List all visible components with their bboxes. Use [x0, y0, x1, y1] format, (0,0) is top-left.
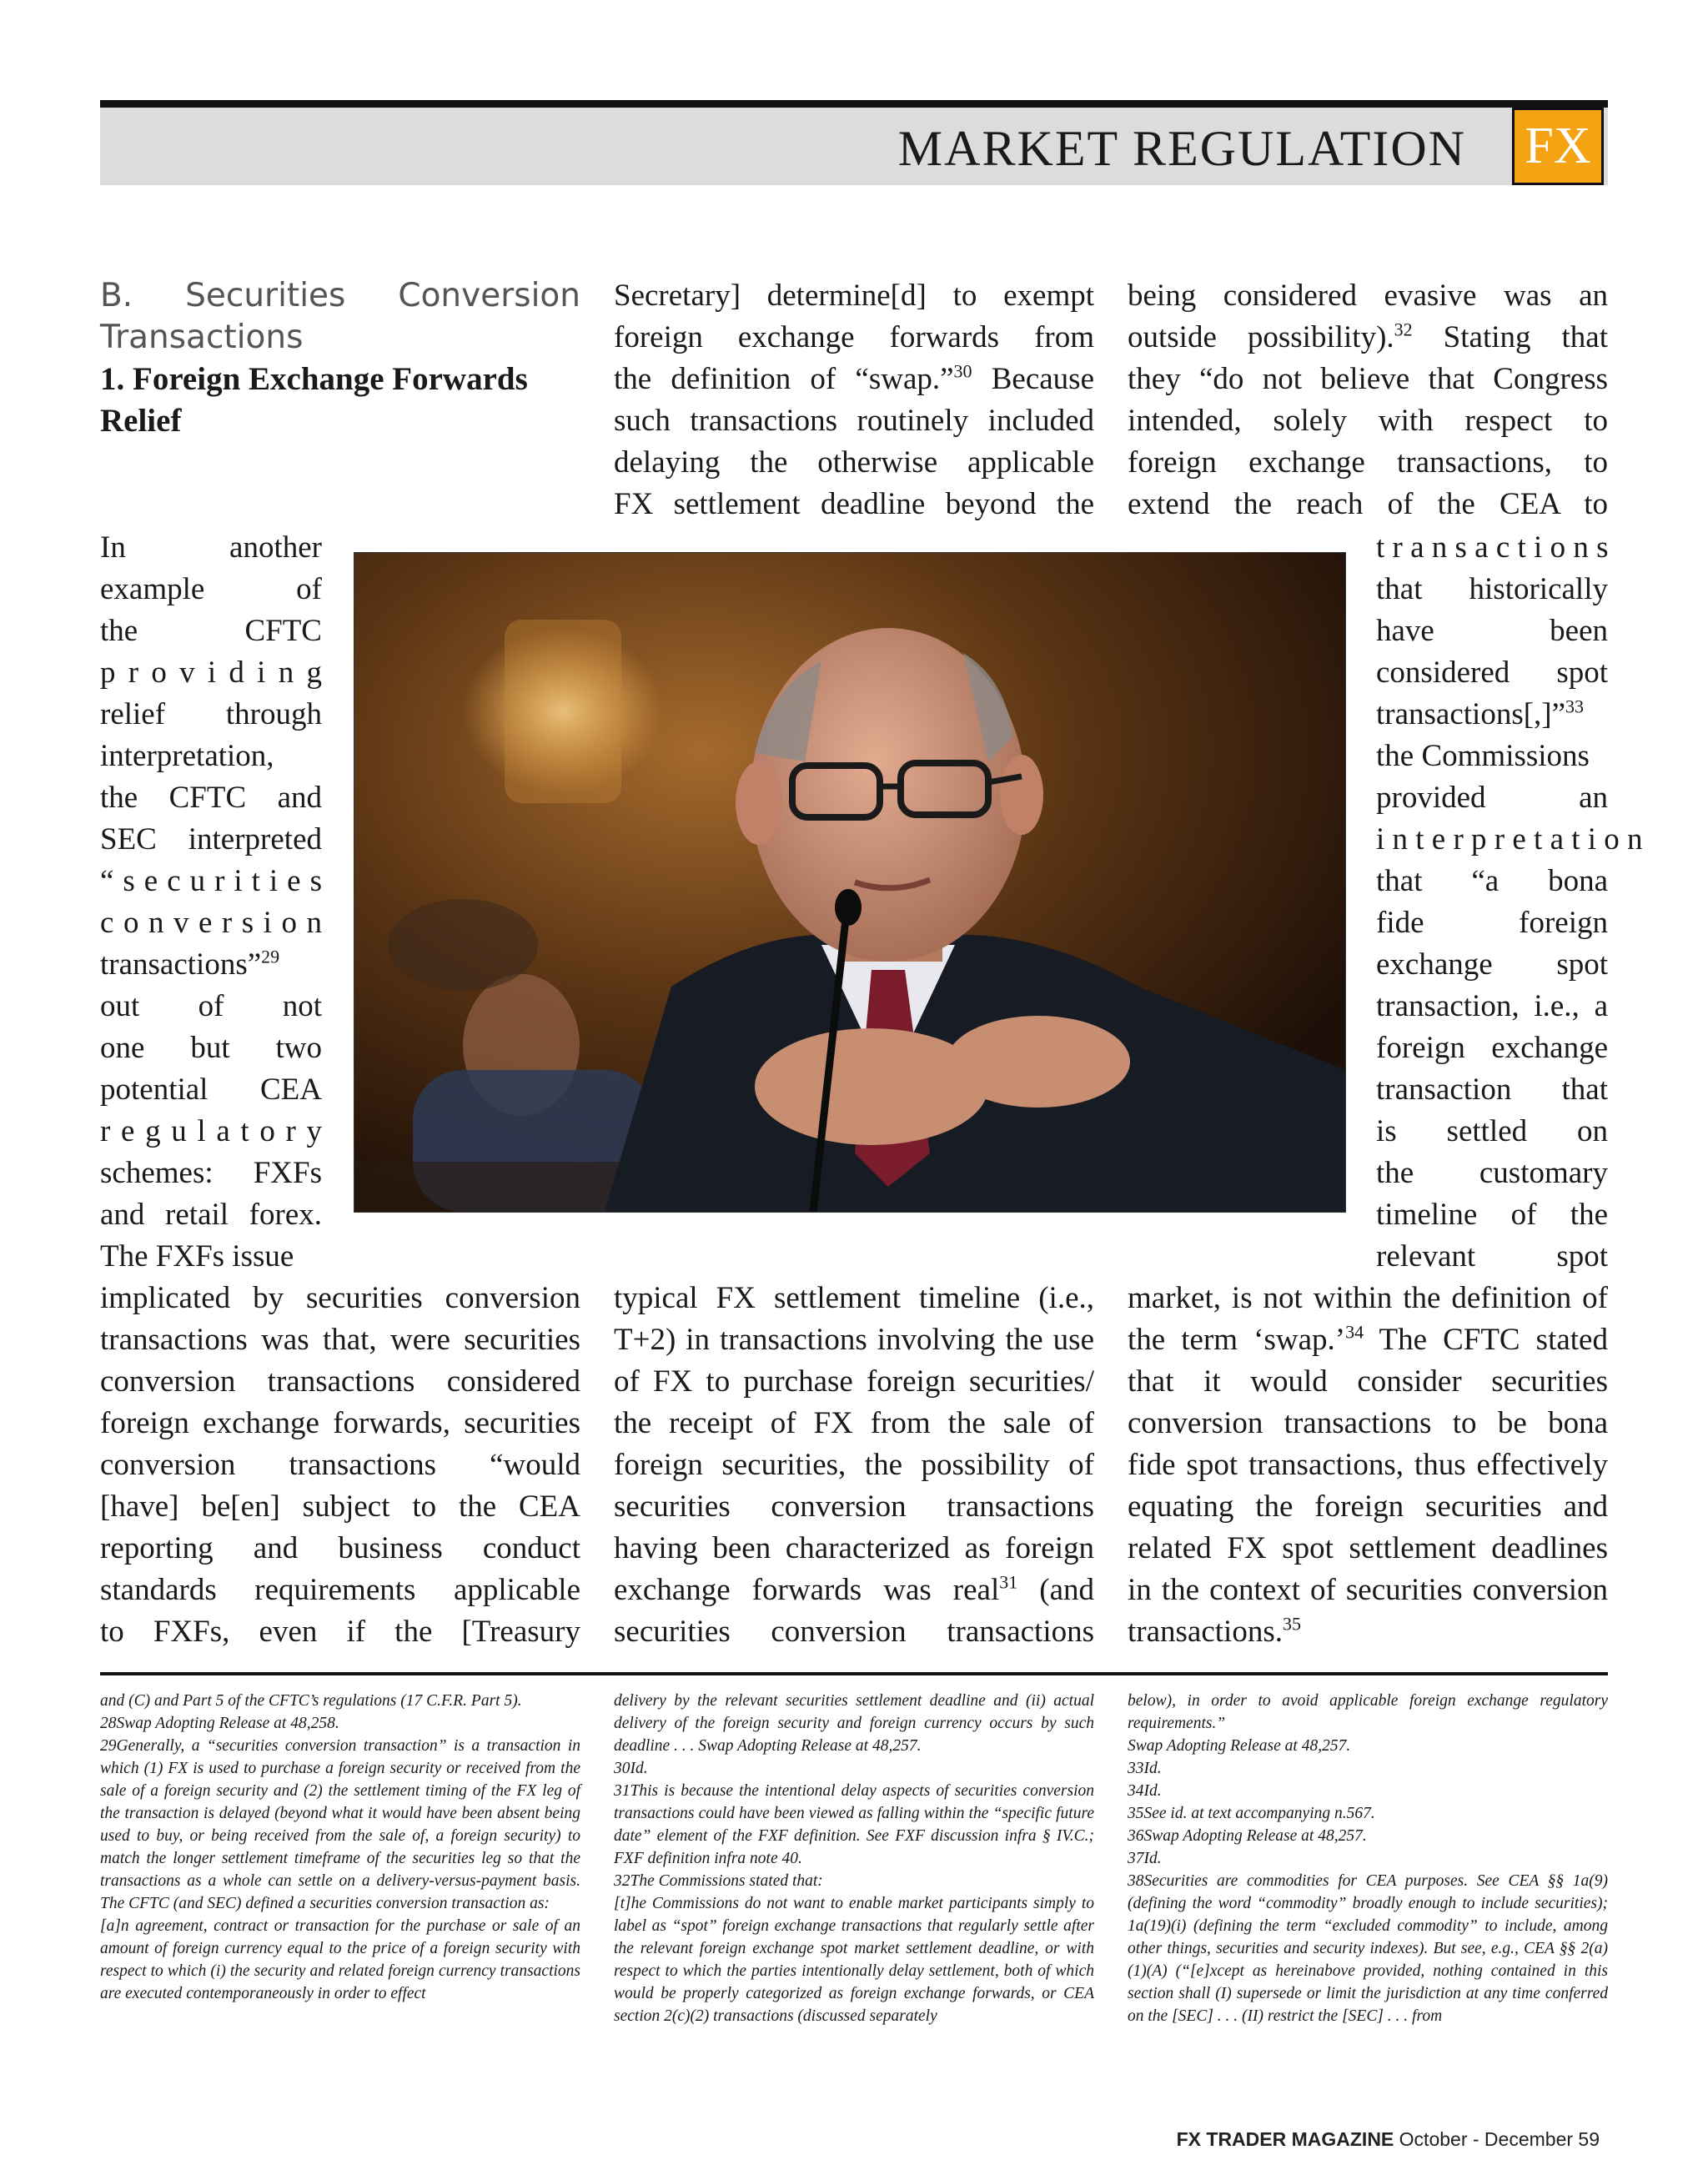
text-line-with-ref	[1128, 1611, 1608, 1653]
text-line: interpretation,	[100, 739, 274, 773]
footnote: and (C) and Part 5 of the CFTC’s regulations (17 C.F.R. Part 5).	[100, 1692, 522, 1710]
text-line: standards requirements applicable	[100, 1573, 580, 1607]
text-fragment: transactions.	[1128, 1615, 1283, 1649]
footnote: 34Id.	[1128, 1782, 1162, 1800]
column-1-wrap-text	[100, 527, 322, 1278]
text-line: extend the reach of the CEA to	[1128, 487, 1608, 521]
text-fragment: exchange forwards was real	[614, 1573, 1000, 1607]
text-fragment: the term ‘swap.’	[1128, 1323, 1346, 1357]
text-line: foreign exchange	[1376, 1031, 1608, 1065]
speaker-photo-illustration	[354, 553, 1345, 1212]
text-line: typical FX settlement timeline (i.e.,	[614, 1281, 1094, 1315]
footnote: delivery by the relevant securities settlement deadline and (ii) actual delivery of the foreign security and foreign currency occurs by such deadline . . . Swap Adopting Release at 48,257.	[614, 1692, 1094, 1755]
text-fragment: transactions[,]”	[1376, 697, 1566, 731]
page-footer	[1177, 2128, 1600, 2151]
text-fragment: (and	[1017, 1573, 1094, 1607]
text-line: transaction, i.e., a	[1376, 989, 1608, 1023]
text-line-with-ref	[1128, 1319, 1608, 1361]
text-line: to FXFs, even if the [Treasury	[100, 1615, 580, 1649]
text-line: FX settlement deadline beyond the	[614, 487, 1094, 521]
text-line: relevant spot	[1376, 1239, 1608, 1273]
text-line-with-ref	[1376, 694, 1608, 736]
text-line: that historically	[1376, 572, 1608, 606]
text-line-with-ref	[1128, 317, 1608, 359]
column-2-body-bottom	[614, 1278, 1094, 1653]
text-line: example of	[100, 572, 322, 606]
text-line: securities conversion transactions	[614, 1615, 1094, 1649]
text-fragment: outside possibility).	[1128, 320, 1394, 354]
text-line: provided an	[1376, 781, 1608, 815]
footnote: 30Id.	[614, 1760, 648, 1777]
text-line: foreign exchange forwards from	[614, 320, 1094, 354]
text-line: market, is not within the definition of	[1128, 1281, 1608, 1315]
section-heading: B. Securities Conversion Transactions	[100, 277, 580, 356]
text-line: in the context of securities conversion	[1128, 1573, 1608, 1607]
column-3-body-top	[1128, 275, 1608, 525]
text-line: “ s e c u r i t i e s	[100, 864, 322, 898]
footnote-ref: 30	[953, 360, 972, 382]
footnote-ref: 32	[1394, 319, 1413, 340]
footnote-ref: 34	[1345, 1321, 1364, 1343]
text-line: equating the foreign securities and	[1128, 1489, 1608, 1524]
footnote: 38Securities are commodities for CEA purposes. See CEA §§ 1a(9) (defining the word “commodity” broadly enough to include securities); 1a(19)(i) (defining the term “excluded commodity” to include, among other things, securities and security indexes). But see, e.g., CEA §§ 2(a)(1)(A) (“[e]xcept as hereinabove provided, nothing contained in this section shall (I) supersede or limit the jurisdiction at any time conferred on the [SEC] . . . (II) restrict the [SEC] . . . from	[1128, 1872, 1608, 2025]
text-line: and retail forex.	[100, 1198, 322, 1232]
footnote: Swap Adopting Release at 48,257.	[1128, 1737, 1351, 1755]
text-line: they “do not believe that Congress	[1128, 362, 1608, 396]
text-line: of FX to purchase foreign securities/	[614, 1364, 1094, 1399]
text-line: T+2) in transactions involving the use	[614, 1323, 1094, 1357]
text-line-with-ref	[100, 944, 322, 986]
footnote: [t]he Commissions do not want to enable market participants simply to label as “spot” foreign exchange transactions that regularly settle after the relevant foreign exchange spot market settlement deadline, or with respect to which the parties intentionally delay settlement, both of which would be properly categorized as foreign exchange forwards, or CEA section 2(c)(2) transactions (discussed separately	[614, 1895, 1094, 2025]
footnote-ref: 33	[1565, 696, 1585, 717]
text-fragment: Stating that	[1412, 320, 1608, 354]
footnotes-column-3	[1128, 1690, 1608, 2027]
text-line: implicated by securities conversion	[100, 1281, 580, 1315]
footnote-rule	[100, 1672, 1608, 1675]
text-line: the CFTC	[100, 614, 322, 648]
column-1-body-bottom	[100, 1278, 580, 1653]
text-fragment: The CFTC stated	[1364, 1323, 1608, 1357]
text-line: In another	[100, 530, 322, 565]
text-line: having been characterized as foreign	[614, 1531, 1094, 1565]
text-line: that “a bona	[1376, 864, 1608, 898]
text-line: foreign securities, the possibility of	[614, 1448, 1094, 1482]
text-line: foreign exchange transactions, to	[1128, 445, 1608, 480]
text-line: conversion transactions considered	[100, 1364, 580, 1399]
text-line: schemes: FXFs	[100, 1156, 322, 1190]
footnote-ref: 31	[999, 1571, 1018, 1593]
text-line: The FXFs issue	[100, 1239, 294, 1273]
text-line: c o n v e r s i o n	[100, 906, 322, 940]
text-line: potential CEA	[100, 1072, 322, 1107]
footnotes-column-1	[100, 1690, 580, 2005]
text-line: one but two	[100, 1031, 322, 1065]
text-line: intended, solely with respect to	[1128, 404, 1608, 438]
text-line: the receipt of FX from the sale of	[614, 1406, 1094, 1440]
text-line: related FX spot settlement deadlines	[1128, 1531, 1608, 1565]
text-line: exchange spot	[1376, 947, 1608, 982]
text-line: transactions”	[100, 947, 262, 982]
subheading: 1. Foreign Exchange Forwards Relief	[100, 361, 528, 439]
text-line: the CFTC and	[100, 781, 322, 815]
text-line: foreign exchange forwards, securities	[100, 1406, 580, 1440]
footnote: 37Id.	[1128, 1850, 1162, 1867]
footnote: 29Generally, a “securities conversion transaction” is a transaction in which (1) FX is used to purchase a foreign security or received from the sale of a foreign security and (2) the settlement timing of the FX leg of the transaction is delayed (beyond what it would have been absent being used to buy, or being received from the sale of, a foreign security) to match the longer settlement timeframe of the securities leg so that the transactions as a whole can settle on a delivery-versus-payment basis. The CFTC (and SEC) defined a securities conversion transaction as:	[100, 1737, 580, 1912]
text-line: out of not	[100, 989, 322, 1023]
text-fragment: the definition of “swap.”	[614, 362, 954, 396]
text-line: relief through	[100, 697, 322, 731]
header-top-rule	[100, 100, 1608, 108]
text-line: reporting and business conduct	[100, 1531, 580, 1565]
column-3-body-bottom	[1128, 1278, 1608, 1653]
column-3-wrap-text	[1376, 527, 1643, 1278]
footnote: 33Id.	[1128, 1760, 1162, 1777]
text-fragment: Because	[972, 362, 1094, 396]
text-line: conversion transactions to be bona	[1128, 1406, 1608, 1440]
footnote: 31This is because the intentional delay aspects of securities conversion transactions could have been viewed as falling within the “specific future date” element of the FXF definition. See FXF discussion infra § IV.C.; FXF definition infra note 40.	[614, 1782, 1094, 1867]
footnote-ref: 35	[1282, 1613, 1301, 1635]
text-line: the customary	[1376, 1156, 1608, 1190]
footnote-ref: 29	[261, 946, 280, 967]
text-line: transactions was that, were securities	[100, 1323, 580, 1357]
footnote: [a]n agreement, contract or transaction for the purchase or sale of an amount of foreign currency equal to the price of a foreign security with respect to which (i) the security and related foreign currency transactions are executed contemporaneously in order to effect	[100, 1917, 580, 2002]
footnote: 32The Commissions stated that:	[614, 1872, 823, 1890]
text-line: i n t e r p r e t a t i o n	[1376, 822, 1643, 856]
magazine-name: FX TRADER MAGAZINE	[1176, 2128, 1394, 2150]
column-2-body-top	[614, 275, 1094, 525]
article-photo	[354, 552, 1346, 1213]
text-line: Secretary] determine[d] to exempt	[614, 279, 1094, 313]
text-line: timeline of the	[1376, 1198, 1608, 1232]
text-line: that it would consider securities	[1128, 1364, 1608, 1399]
text-line: SEC interpreted	[100, 822, 322, 856]
footnote: 36Swap Adopting Release at 48,257.	[1128, 1827, 1367, 1845]
text-line: is settled on	[1376, 1114, 1608, 1148]
text-line: securities conversion transactions	[614, 1489, 1094, 1524]
column-1	[100, 275, 580, 442]
text-line: such transactions routinely included	[614, 404, 1094, 438]
text-line: fide spot transactions, thus effectively	[1128, 1448, 1608, 1482]
footnotes-column-2	[614, 1690, 1094, 2027]
text-line-with-ref	[614, 1570, 1094, 1611]
text-line: [have] be[en] subject to the CEA	[100, 1489, 580, 1524]
text-line: considered spot	[1376, 656, 1608, 690]
text-line: have been	[1376, 614, 1608, 648]
text-line: conversion transactions “would	[100, 1448, 580, 1482]
text-line: r e g u l a t o r y	[100, 1114, 322, 1148]
footnote: 35See id. at text accompanying n.567.	[1128, 1805, 1375, 1822]
text-line: fide foreign	[1376, 906, 1608, 940]
text-line: t r a n s a c t i o n s	[1376, 530, 1609, 565]
fx-badge: FX	[1512, 108, 1604, 185]
text-line-with-ref	[614, 359, 1094, 400]
text-line: delaying the otherwise applicable	[614, 445, 1094, 480]
text-line: transaction that	[1376, 1072, 1608, 1107]
text-line: being considered evasive was an	[1128, 279, 1608, 313]
text-line: p r o v i d i n g	[100, 656, 322, 690]
text-line: the Commissions	[1376, 739, 1590, 773]
footnote: 28Swap Adopting Release at 48,258.	[100, 1715, 339, 1732]
section-title: MARKET REGULATION	[897, 121, 1466, 176]
issue-and-page: October - December 59	[1394, 2128, 1600, 2150]
footnote: below), in order to avoid applicable foreign exchange regulatory requirements.”	[1128, 1692, 1608, 1732]
